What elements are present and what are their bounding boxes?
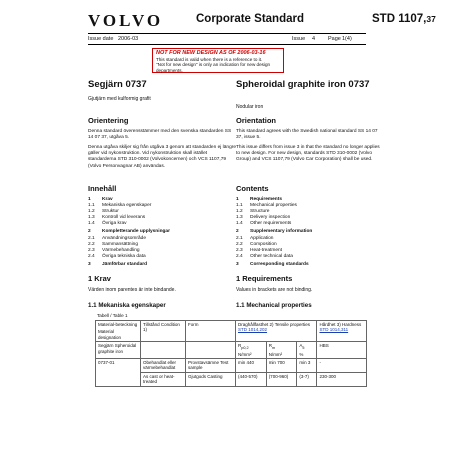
material-name: Segjärn Spheroidal graphite iron [96,342,141,359]
toc-item-label: Övriga krav [102,221,127,227]
row2-hb: 230-300 [317,372,367,386]
left-subtitle: Gjutjärn med kulformig grafit [88,96,151,102]
toc-item-number: 2.2 [236,241,243,247]
header-rule-bottom [88,44,366,45]
toc-item-number: 1.4 [88,221,95,227]
volvo-logo: VOLVO [88,11,164,30]
toc-item-label: Other technical data [250,253,293,259]
row1-condition: Obehandlat eller värmebehandlat [141,358,186,372]
toc-item-label: Corresponding standards [250,261,309,267]
right-req-heading: 1 Requirements [236,274,293,283]
toc-item-number: 1.2 [88,209,95,215]
right-orient-p1: This standard agrees with the Swedish national standard SS 14 07 37, issue 5. [236,129,378,141]
toc-item-number: 2.1 [88,235,95,241]
issue-number: 4 [312,36,316,42]
header-condition: Tillstånd Condition 1) [141,321,186,342]
toc-item-label: Delivery inspection [250,215,291,221]
toc-item-number: 1.2 [236,209,243,215]
toc-item-label: Heat-treatment [250,247,282,253]
toc-item-label: Krav [102,197,113,202]
table-units-row [96,342,367,359]
toc-item-label: Värmebehandling [102,247,140,253]
left-krav-heading: 1 Krav [88,274,111,283]
material-code: 0737-01 [96,358,141,386]
left-toc [88,197,170,268]
page-label: Page [328,36,341,42]
row2-a: (3-7) [297,372,317,386]
row1-hb: - [317,358,367,372]
right-title: Spheroidal graphite iron 0737 [236,79,370,90]
not-for-new-design-notice [152,48,284,73]
left-mech-heading: 1.1 Mekaniska egenskaper [88,302,166,309]
toc-item-number: 1.1 [88,203,95,209]
left-orient-p2: Denna utgåva skiljer sig från utgåva 3 genom att standarden ej längre gäller vid nykonstruktion. Vid nykonstruktion skall istället standarderna STD 310-0002 (Volvokoncernen) och VCS 1107,79 (Volvo Personvagnar AB) användas. [88,145,236,169]
a-unit: $A_5$ % [297,342,317,359]
left-orient-p1: Denna standard överensstämmer med den svenska standarden SS 14 07 37, utgåva 5. [88,129,232,141]
toc-item-number: 1.1 [236,203,243,209]
header-form: Form [186,321,236,342]
toc-item [236,254,312,260]
rp-unit: $R_{p0,2}$ N/mm² [236,342,267,359]
left-title: Segjärn 0737 [88,79,147,90]
toc-item-number: 2.2 [88,241,95,247]
row1-rp: min 440 [236,358,267,372]
toc-item-number: 1 [88,197,91,202]
toc-item-label: Kontroll vid leverans [102,215,146,221]
toc-item-number: 3 [88,261,91,267]
right-orient-p2: This issue differs from issue 3 in that the standard no longer applies to new design. For new design, standards STD 310-0002 (Volvo Group) and VCS 1107,79 (Volvo Car Corporation) shall be used. [236,145,380,163]
notice-title: NOT FOR NEW DESIGN AS OF 2006-03-16 [156,50,266,56]
toc-item-number: 2.1 [236,235,243,241]
toc-item-number: 1 [236,197,239,202]
left-krav-text: Värden inom parentes är inte bindande. [88,287,176,293]
toc-item-label: Mekaniska egenskaper [102,203,152,209]
toc-item-number: 2 [88,229,91,235]
notice-line-1: This standard is valid when there is a reference to it. [156,56,263,62]
toc-item [236,221,312,227]
toc-item-number: 2 [236,229,239,235]
toc-item [88,254,170,260]
toc-item-number: 2.4 [236,253,243,259]
table-header-row [96,321,367,342]
toc-item-label: Användningsområde [102,235,147,241]
row1-rm: min 700 [266,358,297,372]
left-orient-heading: Orientering [88,116,129,125]
row2-rm: (700-960) [266,372,297,386]
toc-item-number: 1.3 [88,215,95,221]
toc-item-label: Application [250,235,274,241]
right-orient-heading: Orientation [236,116,277,125]
header-material: Material-beteckning Material designation [96,321,141,342]
toc-item-label: Kompletterande upplysningar [102,229,170,235]
left-toc-heading: Innehåll [88,184,117,193]
toc-item-number: 2.3 [88,247,95,253]
toc-item-number: 3 [236,261,239,267]
toc-item-label: Jämförbar standard [102,261,148,267]
row1-a: min 3 [297,358,317,372]
toc-item-label: Composition [250,241,277,247]
link-std-1014-311[interactable]: STD 1014,311 [319,327,349,333]
mechanical-properties-table [95,320,367,387]
toc-item-label: Mechanical properties [250,203,297,209]
link-std-1014-202[interactable]: STD 1014,202 [238,327,268,333]
document-type: Corporate Standard [196,13,304,25]
row2-form: Gjutgods Casting [186,372,236,386]
standard-number: STD 1107,37 [372,13,436,25]
notice-line-2: "Not for new design" is only an indication for new design departments. [156,62,271,73]
toc-item-label: Structure [250,209,270,215]
toc-item [88,221,170,227]
issue-date-label: Issue date [88,36,114,42]
toc-item [236,262,312,268]
toc-item-label: Supplementary information [250,229,313,235]
header-rule-top [88,33,366,34]
right-toc [236,197,312,268]
toc-item-number: 1.4 [236,221,243,227]
toc-item-label: Other requirements [250,221,292,227]
toc-item-label: Sammansättning [102,241,138,247]
toc-item-label: Övriga tekniska data [102,253,146,259]
issue-date: 2006-03 [118,36,139,42]
right-subtitle: Nodular iron [236,104,264,110]
page-number: 1(4) [342,36,352,42]
issue-label: Issue [292,36,306,42]
right-req-text: Values in brackets are not binding. [236,287,313,293]
toc-item-number: 1.3 [236,215,243,221]
rm-unit: $R_m$ N/mm² [266,342,297,359]
row2-rp: (440-570) [236,372,267,386]
table-caption: Tabell / Table 1 [97,313,128,318]
table-row [96,358,367,372]
hbs-unit: HBS [317,342,367,359]
toc-item [88,262,170,268]
header-hardness: Hårdhet 3) Hardness STD 1014,311 [317,321,367,342]
right-toc-heading: Contents [236,184,269,193]
toc-item-label: Struktur [102,209,119,215]
toc-item-label: Requirements [250,197,282,202]
right-mech-heading: 1.1 Mechanical properties [236,302,312,309]
row1-form: Provstavsämne Test sample [186,358,236,372]
toc-item-number: 2.3 [236,247,243,253]
row2-condition: As cast or heat-treated [141,372,186,386]
header-tensile: Draghållfasthet 2) Tensile properties STD 1014,202 [236,321,317,342]
toc-item-number: 2.4 [88,253,95,259]
